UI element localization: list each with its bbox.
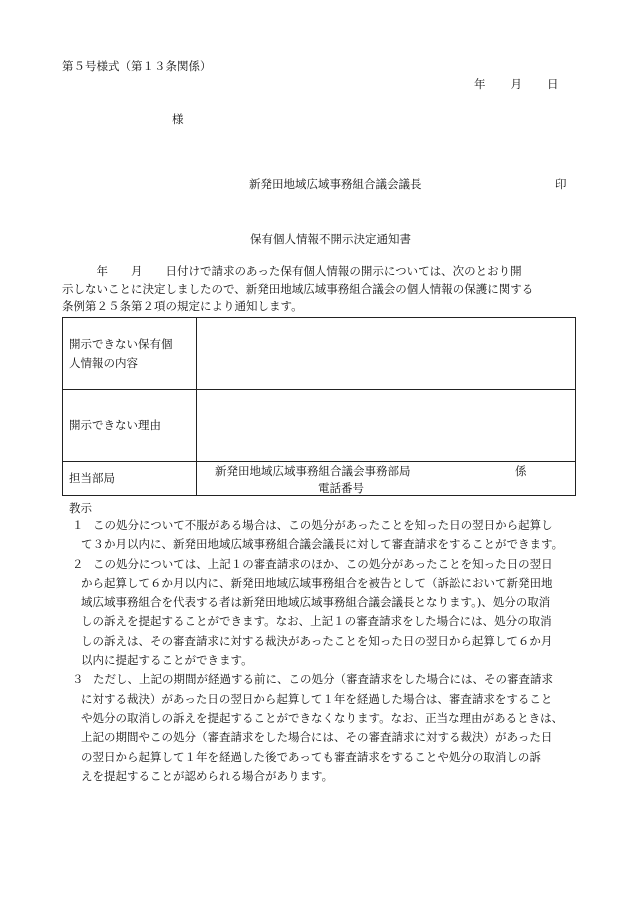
label-undisclosable-content: 開示できない保有個 人情報の内容 [63, 318, 197, 390]
notice-item: ２ この処分については、上記１の審査請求のほか、この処分があったことを知った日の翌日 から起算して６か月以内に、新発田地域広域事務組合を被告として（訴訟において新発田地 域広域事務組合を代表する者は新発田地域広域事務組合議会議長となります。)、処分の取消 しの訴えを提起することができます。なお、上記１の審査請求をした場合には、処分の取消 しの訴えは、その審査請求に対する裁決があったことを知った日の翌日から起算して６か月 以内に提起することができます。 [72, 556, 553, 668]
notice-item: ３ ただし、上記の期間が経過する前に、この処分（審査請求をした場合には、その審査請求 に対する裁決）があった日の翌日から起算して１年を経過した場合は、審査請求をすること や処分の取消しの訴えを提起することができなくなります。なお、正当な理由があるときは、 上記の期間やこの処分（審査請求をした場合には、その審査請求に対する裁決）があった日 の翌日から起算して１年を経過した後であっても審査請求をすることや処分の取消しの訴 えを提起することが認められる場合があります。 [72, 672, 564, 783]
label-department: 担当部局 [63, 462, 197, 496]
phone-number-label: 電話番号 [318, 481, 364, 495]
notice-item: １ この処分について不服がある場合は、この処分があったことを知った日の翌日から起算し て３か月以内に、新発田地域広域事務組合議会議長に対して審査請求をすることができます。 [72, 518, 564, 552]
section-suffix: 係 [515, 464, 527, 478]
notice-heading: 教示 [69, 501, 92, 515]
date-month: 月 [510, 77, 522, 91]
body-paragraph [62, 263, 582, 316]
seal-mark: 印 [555, 177, 567, 191]
info-table [62, 317, 576, 496]
body-line: 示しないことに決定しましたので、新発田地域広域事務組合議会の個人情報の保護に関する [62, 281, 534, 296]
notice-number: １ [72, 518, 84, 532]
body-line: 条例第２５条第２項の規定により通知します。 [62, 299, 303, 313]
value-department[interactable] [197, 462, 576, 496]
date-day: 日 [547, 77, 559, 91]
date-field [474, 76, 559, 92]
table-row-content [63, 318, 576, 390]
notice-number: ３ [72, 672, 84, 687]
notice-number: ２ [72, 556, 84, 571]
value-undisclosable-content[interactable] [197, 318, 576, 390]
sender-name: 新発田地域広域事務組合議会議長 [249, 177, 422, 191]
department-name: 新発田地域広域事務組合議会事務部局 [215, 464, 411, 478]
body-line: 年 月 日付けで請求のあった保有個人情報の開示については、次のとおり開 [62, 264, 522, 278]
date-year: 年 [474, 77, 486, 91]
table-row-reason [63, 390, 576, 462]
label-undisclosable-reason: 開示できない理由 [63, 390, 197, 462]
value-undisclosable-reason[interactable] [197, 390, 576, 462]
form-number: 第５号様式（第１３条関係） [62, 59, 212, 73]
document-title: 保有個人情報不開示決定通知書 [250, 232, 411, 246]
table-row-department [63, 462, 576, 496]
notice-list [62, 516, 592, 786]
addressee-honorific: 様 [172, 112, 184, 126]
